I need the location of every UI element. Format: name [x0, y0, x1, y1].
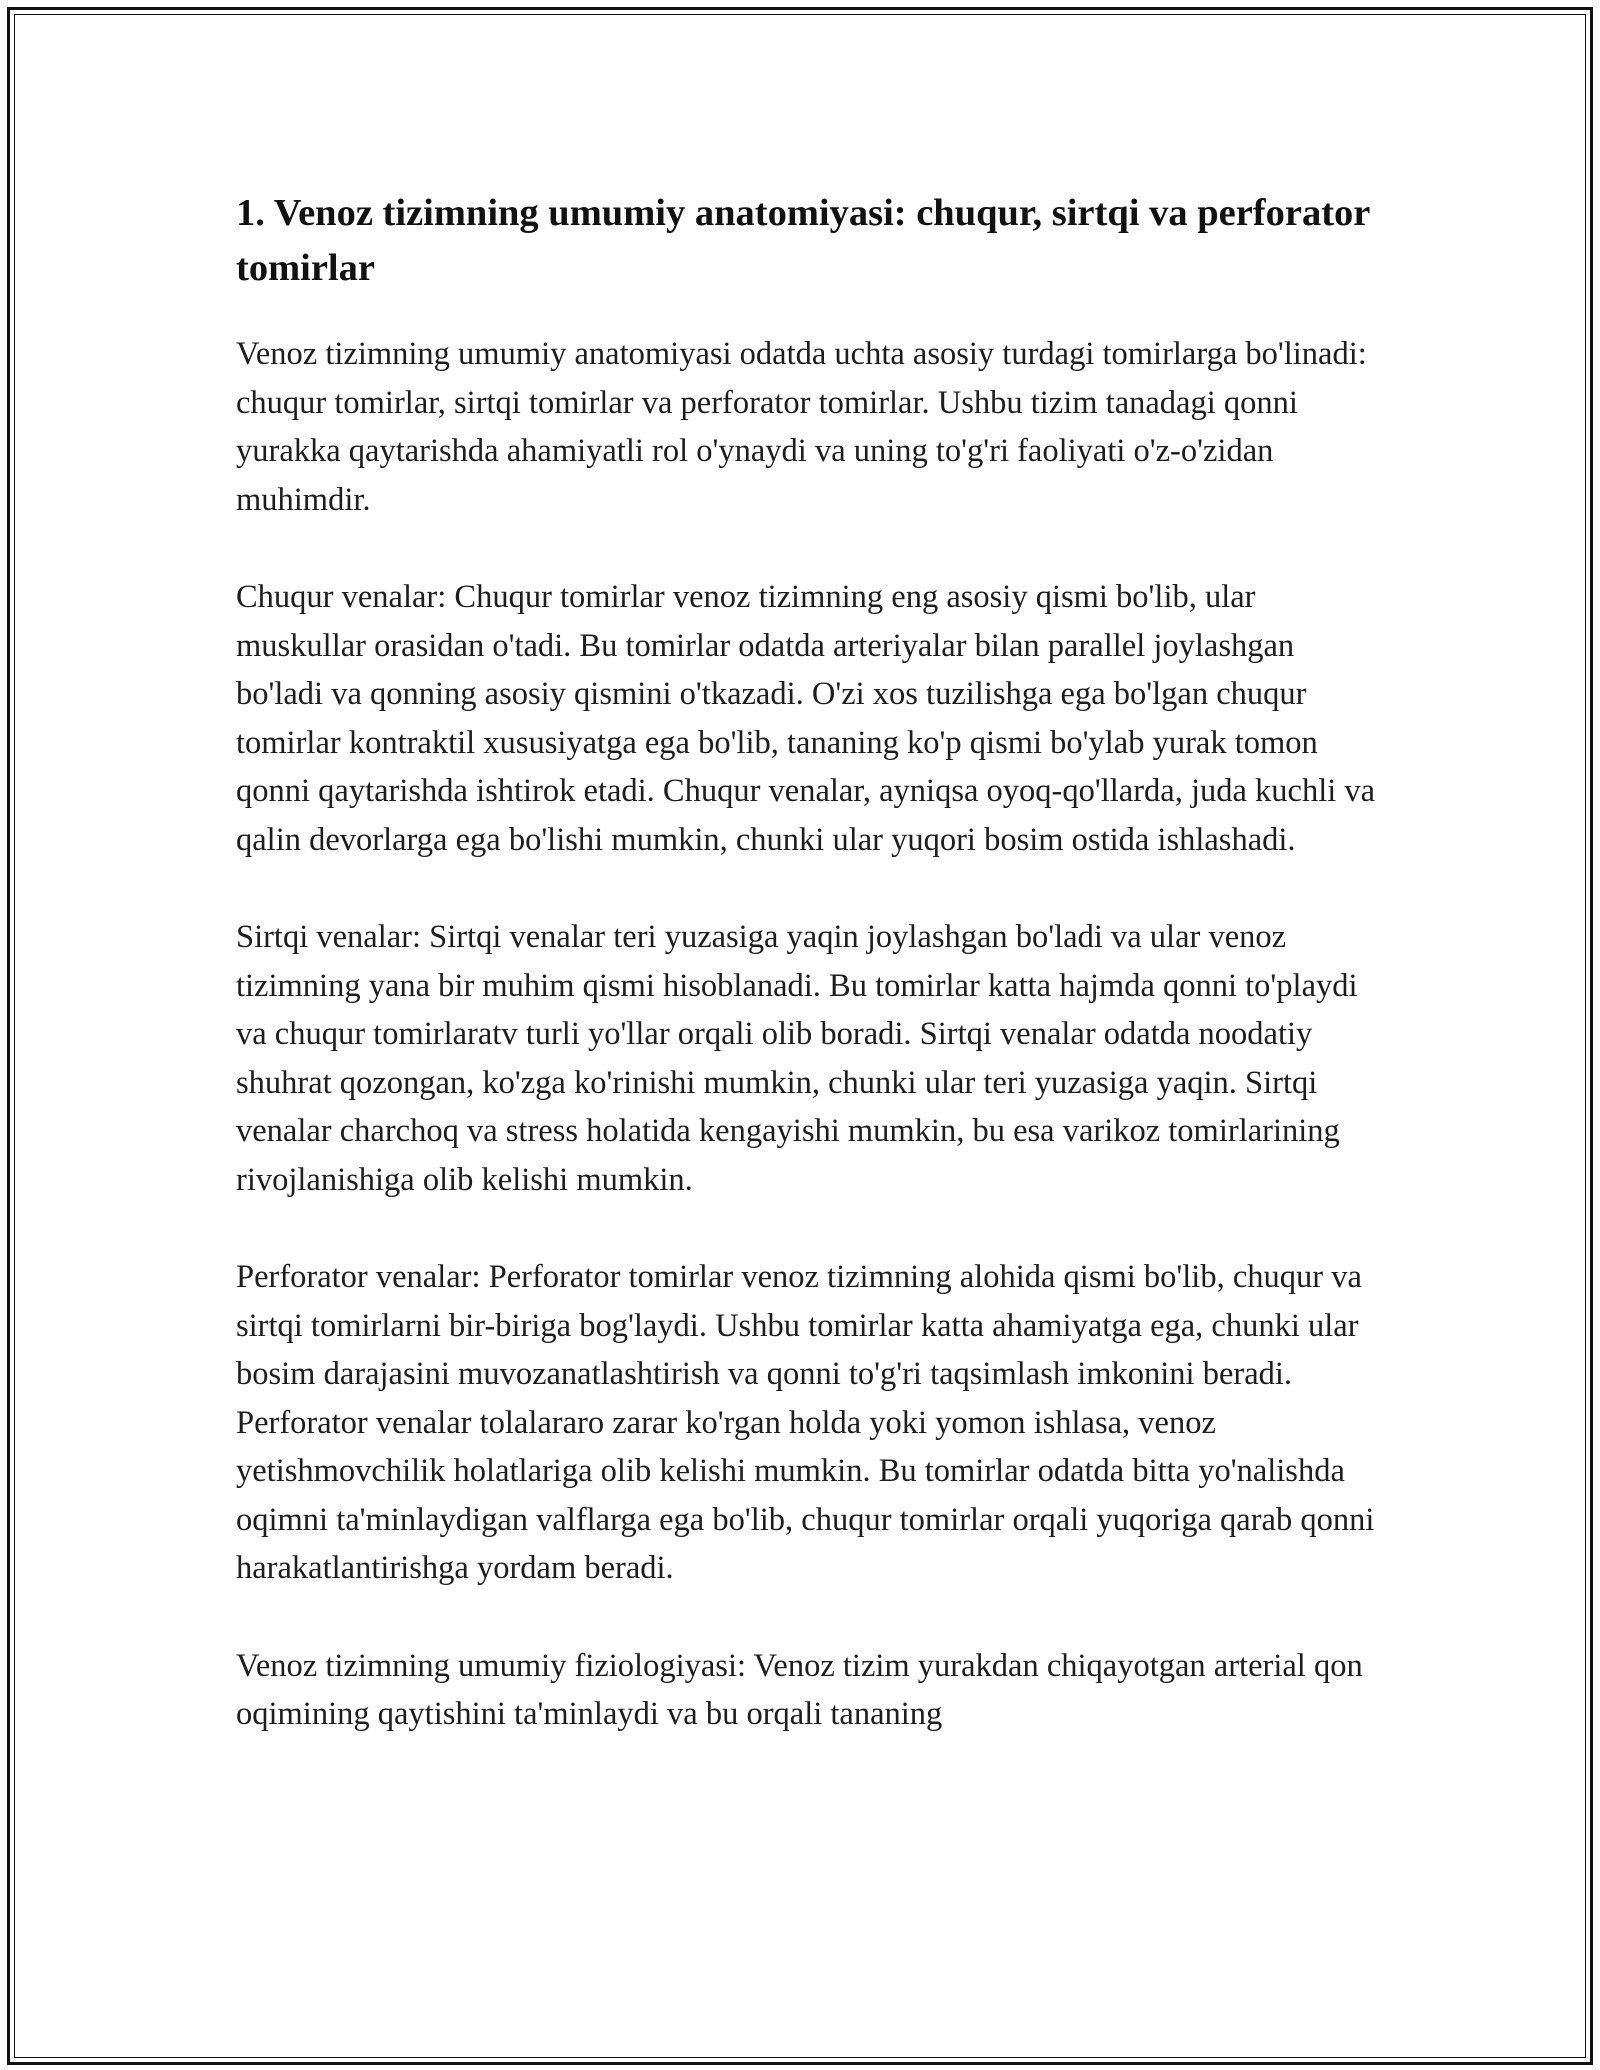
- paragraph-deep-veins: Chuqur venalar: Chuqur tomirlar venoz tizimning eng asosiy qismi bo'lib, ular muskullar orasidan o'tadi. Bu tomirlar odatda arteriyalar bilan parallel joylashgan bo'ladi va qonning asosiy qismini o'tkazadi. O'zi xos tuzilishga ega bo'lgan chuqur tomirlar kontraktil xususiyatga ega bo'lib, tananing ko'p qismi bo'ylab yurak tomon qonni qaytarishda ishtirok etadi. Chuqur venalar, ayniqsa oyoq-qo'llarda, juda kuchli va qalin devorlarga ega bo'lishi mumkin, chunki ular yuqori bosim ostida ishlashadi.: [236, 579, 1376, 858]
- section-heading: 1. Venoz tizimning umumiy anatomiyasi: chuqur, sirtqi va perforator tomirlar: [236, 192, 1370, 289]
- paragraph-physiology: Venoz tizimning umumiy fiziologiyasi: Venoz tizim yurakdan chiqayotgan arterial qon oqimining qaytishini ta'minlaydi va bu orqali tananing: [236, 1647, 1363, 1732]
- paragraph-superficial-veins: Sirtqi venalar: Sirtqi venalar teri yuzasiga yaqin joylashgan bo'ladi va ular venoz tizimning yana bir muhim qismi hisoblanadi. Bu tomirlar katta hajmda qonni to'playdi va chuqur tomirlaratv turli yo'llar orqali olib boradi. Sirtqi venalar odatda noodatiy shuhrat qozongan, ko'zga ko'rinishi mumkin, chunki ular teri yuzasiga yaqin. Sirtqi venalar charchoq va stress holatida kengayishi mumkin, bu esa varikoz tomirlarining rivojlanishiga olib kelishi mumkin.: [236, 919, 1358, 1198]
- paragraph-intro: Venoz tizimning umumiy anatomiyasi odatda uchta asosiy turdagi tomirlarga bo'linadi: chuqur tomirlar, sirtqi tomirlar va perforator tomirlar. Ushbu tizim tanadagi qonni yurakka qaytarishda ahamiyatli rol o'ynaydi va uning to'g'ri faoliyati o'z-o'zidan muhimdir.: [236, 336, 1367, 518]
- document-body: [236, 186, 1376, 1739]
- paragraph-perforator-veins: Perforator venalar: Perforator tomirlar venoz tizimning alohida qismi bo'lib, chuqur va sirtqi tomirlarni bir-biriga bog'laydi. Ushbu tomirlar katta ahamiyatga ega, chunki ular bosim darajasini muvozanatlashtirish va qonni to'g'ri taqsimlash imkonini beradi. Perforator venalar tolalararo zarar ko'rgan holda yoki yomon ishlasa, venoz yetishmovchilik holatlariga olib kelishi mumkin. Bu tomirlar odatda bitta yo'nalishda oqimni ta'minlaydigan valflarga ega bo'lib, chuqur tomirlar orqali yuqoriga qarab qonni harakatlantirishga yordam beradi.: [236, 1259, 1375, 1586]
